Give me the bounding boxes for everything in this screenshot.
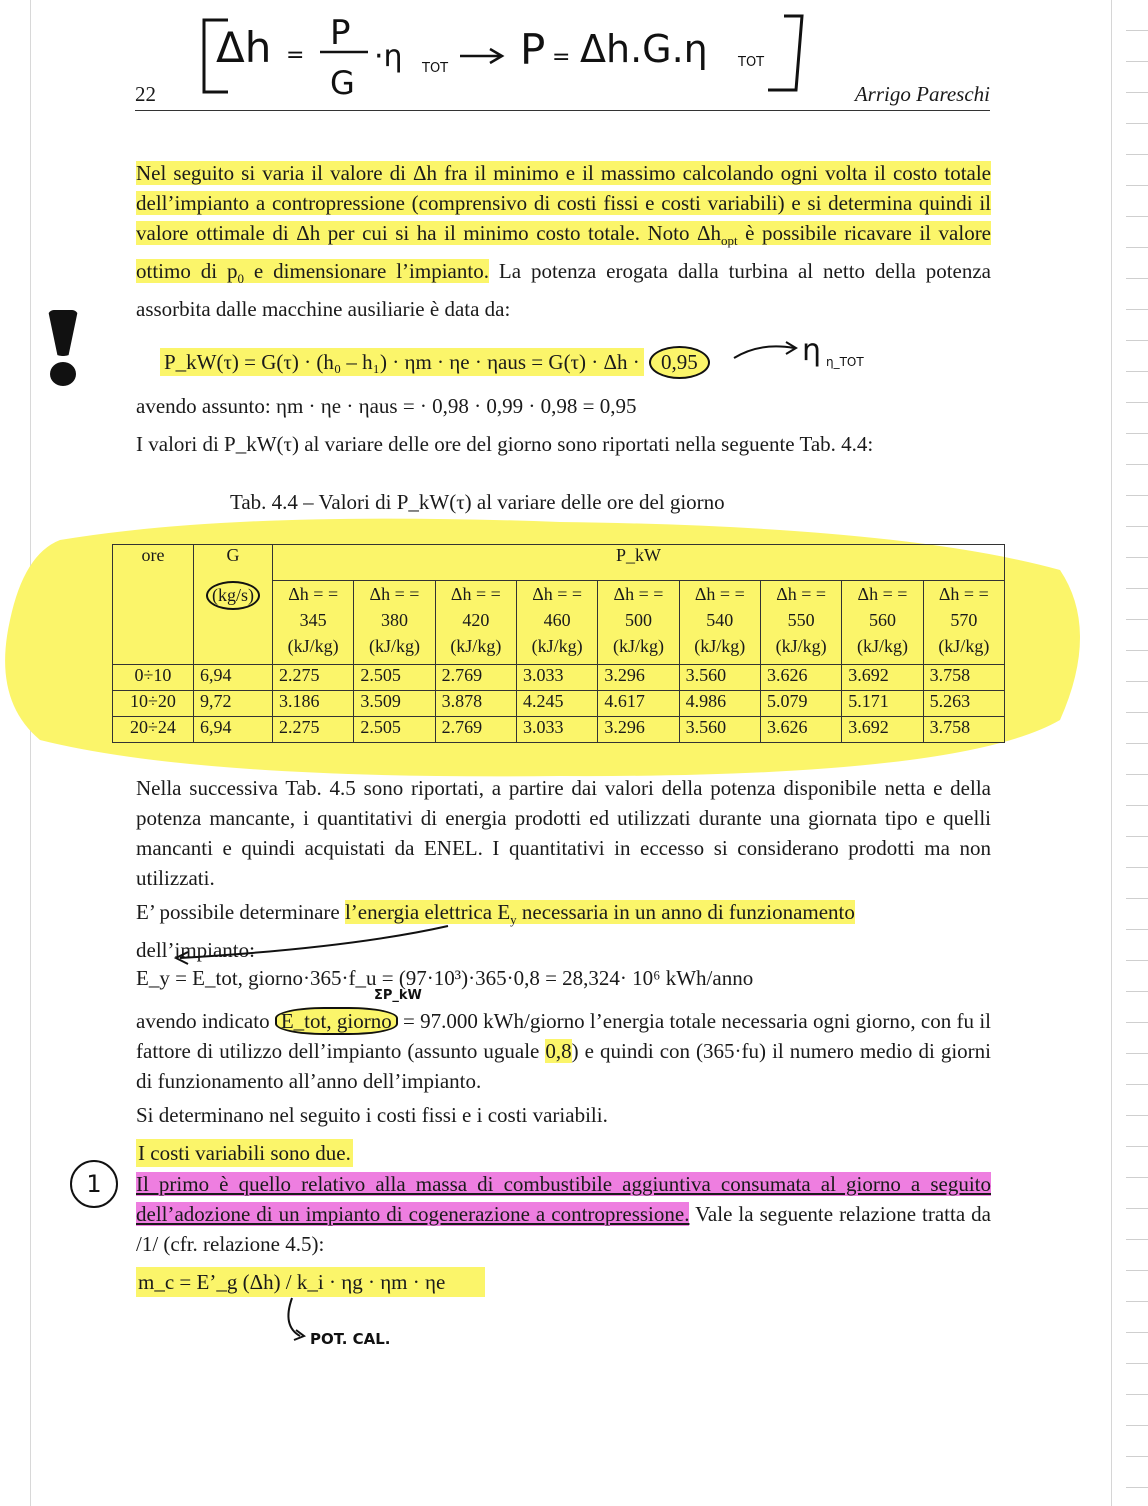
ruler-tick: [1126, 805, 1148, 806]
col-ore: ore: [113, 545, 194, 665]
ruler-tick: [1126, 1487, 1148, 1488]
ruler-tick: [1126, 526, 1148, 527]
ruler-tick: [1126, 774, 1148, 775]
cell-pkw-value: 5.079: [760, 691, 841, 717]
ruler-tick: [1126, 1239, 1148, 1240]
cell-pkw-value: 3.033: [516, 717, 597, 743]
ruler-tick: [1126, 960, 1148, 961]
ruler-tick: [1126, 1022, 1148, 1023]
cell-pkw-value: 4.245: [516, 691, 597, 717]
svg-text:POT. CAL.: POT. CAL.: [310, 1330, 391, 1348]
cell-pkw-value: 2.275: [273, 665, 354, 691]
ruler-tick: [1126, 1115, 1148, 1116]
cell-pkw-value: 2.769: [435, 717, 516, 743]
mc-formula: m_c = E’_g (Δh) / k_i · ηg · ηm · ηe: [136, 1267, 485, 1297]
intro-paragraph: Nel seguito si varia il valore di Δh fra il minimo e il massimo calcolando ogni volta il costo totale dell’impianto a contropressione (comprensivo di costi fissi e costi variabili) e si determina quindi il valore ottimale di Δh per cui si ha il minimo costo totale. Noto $\Delta h_{opt}$ è possibile ricavare il valore ottimo di $p_0$ e dimensionare l’impianto. La potenza erogata dalla turbina al netto della potenza assorbita dalle macchine ausiliarie è data da:: [136, 161, 992, 322]
costi-intro: Si determinano nel seguito i costi fissi e i costi variabili.: [136, 1103, 608, 1127]
cell-pkw-value: 3.560: [679, 665, 760, 691]
ruler-tick: [1126, 867, 1148, 868]
pkw-formula: P_kW(τ) = G(τ) · (h₀ – h₁) · ηm · ηe · ηaus = G(τ) · Δh · 0,95: [160, 346, 710, 379]
cell-pkw-value: 2.769: [435, 665, 516, 691]
ruler-tick: [1126, 92, 1148, 93]
cell-pkw-value: 3.626: [760, 717, 841, 743]
cell-ore: 0÷10: [113, 665, 194, 691]
dh-header-cell: Δh = = 570 (kJ/kg): [923, 581, 1004, 665]
cell-g: 6,94: [194, 665, 273, 691]
ruler-tick: [1126, 1084, 1148, 1085]
svg-text:TOT: TOT: [422, 61, 449, 76]
ruler-tick: [1126, 61, 1148, 62]
dh-header-cell: Δh = = 500 (kJ/kg): [598, 581, 679, 665]
cell-pkw-value: 3.033: [516, 665, 597, 691]
ruler-tick: [1126, 1363, 1148, 1364]
cell-pkw-value: 3.692: [842, 665, 923, 691]
costi-variabili: I costi variabili sono due.: [138, 1141, 351, 1165]
ruler-tick: [1126, 991, 1148, 992]
ruler-tick: [1126, 712, 1148, 713]
ruler-tick: [1126, 123, 1148, 124]
ruler-tick: [1126, 247, 1148, 248]
ruler-tick: [1126, 1053, 1148, 1054]
etot-circled: E_tot, giorno: [275, 1007, 398, 1035]
cell-pkw-value: 5.171: [842, 691, 923, 717]
svg-text:η: η: [802, 333, 822, 368]
dh-header-cell: Δh = = 540 (kJ/kg): [679, 581, 760, 665]
ruler-tick: [1126, 433, 1148, 434]
cell-pkw-value: 5.263: [923, 691, 1004, 717]
ruler-tick: [1126, 1394, 1148, 1395]
ruler-tick: [1126, 216, 1148, 217]
pot-cal-note: [280, 1296, 410, 1356]
svg-text:=: =: [552, 45, 571, 70]
ruler-tick: [1126, 743, 1148, 744]
eta-tot-arrow: [730, 330, 880, 370]
cell-pkw-value: 4.986: [679, 691, 760, 717]
page-header: [135, 80, 990, 111]
dh-header-cell: Δh = = 345 (kJ/kg): [273, 581, 354, 665]
ruler-tick: [1126, 371, 1148, 372]
cell-ore: 20÷24: [113, 717, 194, 743]
tab45-paragraph: Nella successiva Tab. 4.5 sono riportati, a partire dai valori della potenza disponibile netta e della potenza mancante, i quantitativi di energia prodotti ed utilizzati durante una giornata tipo e quelli mancanti e quindi acquistati da ENEL. I quantitativi in eccesso si considerano prodotti ma non utilizzati.: [136, 776, 991, 890]
ruler-tick: [1126, 836, 1148, 837]
ruler-strip: [1111, 0, 1148, 1506]
handwritten-number-1: 1: [70, 1160, 118, 1208]
ruler-tick: [1126, 1301, 1148, 1302]
ruler-tick: [1126, 1332, 1148, 1333]
table-row: [113, 665, 1005, 691]
svg-text:G: G: [330, 64, 355, 98]
intro-table-text: I valori di P_kW(τ) al variare delle ore del giorno sono riportati nella seguente Tab. 4.4:: [136, 432, 874, 456]
table-row: [113, 691, 1005, 717]
svg-text:P: P: [330, 13, 351, 53]
cell-pkw-value: 2.505: [354, 717, 435, 743]
ruler-tick: [1126, 340, 1148, 341]
g-unit-circled: (kg/s): [206, 581, 260, 610]
ruler-tick: [1126, 30, 1148, 31]
dh-header-cell: Δh = = 550 (kJ/kg): [760, 581, 841, 665]
cell-pkw-value: 3.758: [923, 717, 1004, 743]
ruler-tick: [1126, 1146, 1148, 1147]
dh-header-cell: Δh = = 380 (kJ/kg): [354, 581, 435, 665]
ruler-tick: [1126, 619, 1148, 620]
exclamation-mark: [48, 310, 78, 386]
dh-header-cell: Δh = = 420 (kJ/kg): [435, 581, 516, 665]
table-row: [113, 717, 1005, 743]
author-name: Arrigo Pareschi: [854, 82, 990, 106]
svg-text:η_TOT: η_TOT: [826, 355, 864, 369]
cell-pkw-value: 4.617: [598, 691, 679, 717]
ey-formula: E_y = E_tot, giorno·365·f_u = (97·10³)·365·0,8 = 28,324· 10⁶ kWh/anno: [136, 966, 754, 990]
ruler-tick: [1126, 898, 1148, 899]
energy-arrow: [170, 918, 460, 968]
ruler-tick: [1126, 1208, 1148, 1209]
circled-095: 0,95: [649, 346, 710, 379]
assumed-line: avendo assunto: ηm · ηe · ηaus = · 0,98 · 0,99 · 0,98 = 0,95: [136, 394, 637, 418]
cell-pkw-value: 3.296: [598, 665, 679, 691]
ruler-tick: [1126, 588, 1148, 589]
ruler-tick: [1126, 929, 1148, 930]
cell-pkw-value: 3.626: [760, 665, 841, 691]
page-number: 22: [135, 82, 156, 106]
ruler-tick: [1126, 1425, 1148, 1426]
ruler-tick: [1126, 1177, 1148, 1178]
cell-pkw-value: 2.275: [273, 717, 354, 743]
ruler-tick: [1126, 154, 1148, 155]
cell-g: 6,94: [194, 717, 273, 743]
svg-text:P: P: [520, 25, 546, 74]
hw-delta-h: Δh: [216, 23, 272, 72]
energy-paragraph: E’ possibile determinare l’energia elettrica $E_y$ necessaria in un anno di funzionamento dell’impianto:: [136, 900, 855, 963]
ruler-tick: [1126, 557, 1148, 558]
primo-paragraph: Il primo è quello relativo alla massa di combustibile aggiuntiva consumata al giorno a seguito dell’adozione di un impianto di cogenerazione a contropressione. Vale la seguente relazione tratta da /1/ (cfr. relazione 4.5):: [136, 1172, 991, 1256]
avendo-indicato-paragraph: avendo indicato E_tot, giorno = 97.000 kWh/giorno l’energia totale necessaria ogni giorno, con fu il fattore di utilizzo dell’impianto (assunto uguale 0,8) e quindi con (365·fu) il numero medio di giorni di funzionamento all’anno dell’impianto.: [136, 1009, 991, 1093]
ruler-tick: [1126, 1456, 1148, 1457]
ruler-tick: [1126, 464, 1148, 465]
cell-pkw-value: 3.560: [679, 717, 760, 743]
ruler-tick: [1126, 681, 1148, 682]
cell-pkw-value: 3.692: [842, 717, 923, 743]
svg-text:=: =: [286, 43, 305, 68]
svg-text:Δh.G.η: Δh.G.η: [580, 27, 708, 71]
table-caption: Tab. 4.4 – Valori di P_kW(τ) al variare delle ore del giorno: [230, 490, 725, 514]
ruler-tick: [1126, 278, 1148, 279]
cell-pkw-value: 3.186: [273, 691, 354, 717]
cell-pkw-value: 3.296: [598, 717, 679, 743]
ruler-tick: [1126, 309, 1148, 310]
svg-text:·η: ·η: [374, 39, 403, 74]
sum-pkw-note: ΣP_kW: [374, 988, 422, 1003]
cell-pkw-value: 3.758: [923, 665, 1004, 691]
cell-pkw-value: 2.505: [354, 665, 435, 691]
ruler-tick: [1126, 495, 1148, 496]
dh-header-cell: Δh = = 460 (kJ/kg): [516, 581, 597, 665]
ruler-tick: [1126, 1270, 1148, 1271]
svg-text:TOT: TOT: [738, 55, 765, 70]
cell-g: 9,72: [194, 691, 273, 717]
col-pkw: P_kW: [273, 545, 1005, 581]
cell-pkw-value: 3.878: [435, 691, 516, 717]
cell-ore: 10÷20: [113, 691, 194, 717]
pkw-table: [112, 544, 1005, 743]
intro-power-text: La potenza erogata dalla turbina al netto della potenza assorbita dalle macchine ausiliarie è data da:: [136, 259, 991, 322]
col-g: G: [194, 545, 273, 581]
ruler-tick: [1126, 402, 1148, 403]
dh-header-cell: Δh = = 560 (kJ/kg): [842, 581, 923, 665]
ruler-tick: [1126, 650, 1148, 651]
ruler-tick: [1126, 185, 1148, 186]
cell-pkw-value: 3.509: [354, 691, 435, 717]
